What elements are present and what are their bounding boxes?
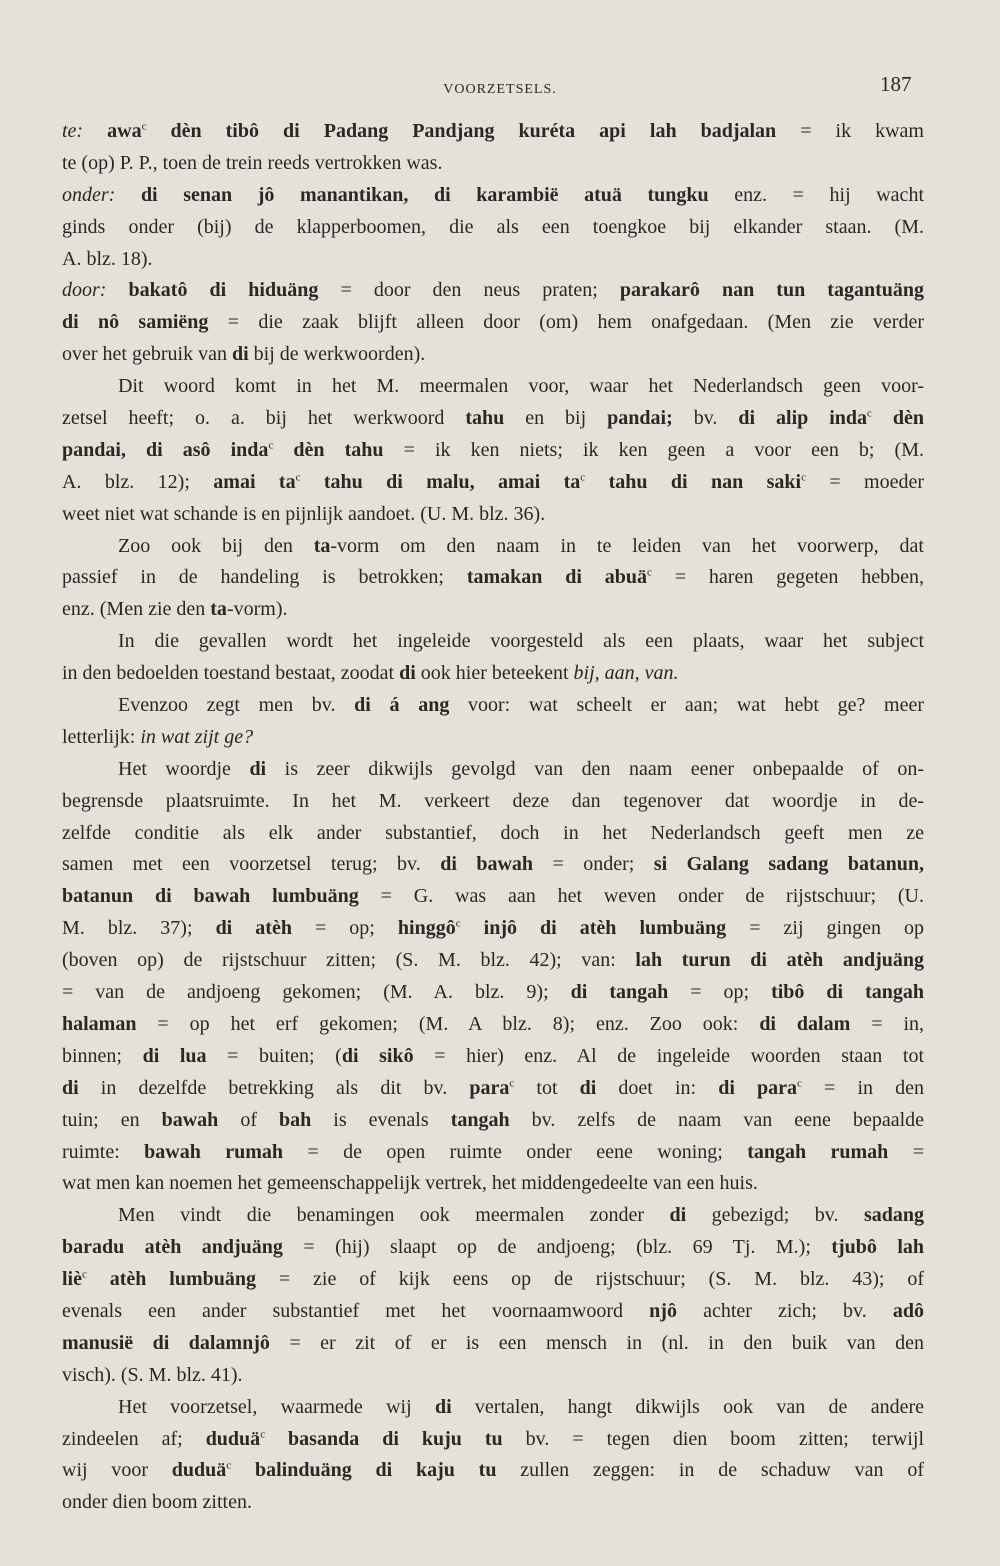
text-line — [62, 1232, 924, 1264]
text-line — [62, 945, 924, 977]
text-run: gebezigd; bv. — [686, 1204, 864, 1227]
text-run: -vorm om den naam in te leiden van het voorwerp, dat — [330, 534, 924, 557]
malay-term: di dalam — [759, 1012, 851, 1035]
superscript-c: c — [141, 120, 147, 133]
text-line — [62, 212, 924, 244]
text-run: enz. = hij wacht — [708, 183, 924, 206]
text-line — [62, 1264, 924, 1296]
text-run: = (hij) slaapt op de andjoeng; (blz. 69 Tj. M.); — [282, 1236, 832, 1259]
text-line — [62, 1041, 924, 1073]
malay-term: amai ta — [213, 470, 296, 493]
text-line — [62, 626, 924, 658]
page-header — [0, 72, 1000, 102]
text-run: enz. (Men zie den — [62, 598, 211, 621]
superscript-c: c — [226, 1459, 232, 1472]
superscript-c: c — [82, 1268, 87, 1281]
malay-term: pandai, di asô inda — [62, 438, 269, 461]
text-line — [62, 1009, 924, 1041]
text-run: = op; — [291, 917, 398, 940]
text-line — [62, 403, 924, 435]
superscript-c: c — [580, 471, 586, 484]
malay-term: di nô samiëng — [62, 311, 209, 334]
malay-term: dèn — [871, 407, 925, 430]
text-line — [62, 849, 924, 881]
text-run: = op het erf gekomen; (M. A blz. 8); enz. Zoo ook: — [136, 1012, 760, 1035]
malay-term: duduä — [171, 1459, 227, 1482]
malay-term: halaman — [62, 1012, 137, 1035]
superscript-c: c — [797, 1077, 802, 1090]
text-run: = zie of kijk eens op de rijstschuur; (S. M. blz. 43); of — [256, 1268, 924, 1291]
text-line — [62, 881, 924, 913]
malay-term: tahu — [465, 407, 505, 430]
malay-term: di tangah — [570, 981, 669, 1004]
text-run: = er zit of er is een mensch in (nl. in den buik van den — [269, 1331, 924, 1354]
body-text — [62, 116, 924, 1519]
superscript-c: c — [867, 407, 872, 420]
text-run: of — [218, 1108, 280, 1131]
text-run: (boven op) de rijstschuur zitten; (S. M. blz. 42); van: — [62, 949, 636, 972]
text-line — [62, 690, 924, 722]
superscript-c: c — [509, 1077, 515, 1090]
text-run: = hier) enz. Al de ingeleide woorden staan tot — [413, 1044, 924, 1067]
text-line — [62, 275, 924, 307]
text-run: voor: wat scheelt er aan; wat hebt ge? meer — [449, 694, 924, 717]
text-run: M. blz. 37); — [62, 917, 216, 940]
malay-term: lah turun di atèh andjuäng — [635, 949, 925, 972]
malay-term: di alip inda — [738, 407, 868, 430]
superscript-c: c — [455, 917, 461, 930]
text-line — [62, 1296, 924, 1328]
text-run: = ik kwam — [776, 120, 924, 142]
text-run: in dezelfde betrekking als dit bv. — [78, 1076, 470, 1099]
text-line — [62, 1168, 924, 1200]
text-run: = — [888, 1140, 924, 1163]
text-run: wat men kan noemen het gemeenschappelijk vertrek, het middengedeelte van een huis. — [62, 1172, 758, 1195]
text-run: Het woordje — [118, 757, 250, 780]
superscript-c: c — [647, 566, 652, 579]
italic-text: te: — [62, 120, 84, 142]
text-line — [62, 244, 924, 276]
malay-term: tamakan di abuä — [466, 566, 648, 589]
text-run: en bij — [504, 407, 608, 430]
text-line — [62, 371, 924, 403]
malay-term: tangah — [450, 1108, 510, 1131]
text-line — [62, 1105, 924, 1137]
text-run: is evenals — [311, 1108, 451, 1131]
text-run: = moeder — [805, 470, 925, 493]
text-line — [62, 339, 924, 371]
text-run: is zeer dikwijls gevolgd van den naam eener onbepaalde of on- — [266, 757, 924, 780]
page-number: 187 — [880, 72, 912, 96]
malay-term: di — [231, 343, 249, 366]
malay-term: dèn tahu — [273, 438, 384, 461]
malay-term: hinggô — [397, 917, 456, 940]
text-run: vertalen, hangt dikwijls ook van de andere — [451, 1395, 924, 1418]
text-line — [62, 1392, 924, 1424]
text-line — [62, 754, 924, 786]
text-run: bv. zelfs de naam van eene bepaalde — [509, 1108, 925, 1131]
text-run: onder dien boom zitten. — [62, 1491, 252, 1514]
text-run: = ik ken niets; ik ken geen a voor een b; (M. — [383, 438, 924, 461]
text-run: Evenzoo zegt men bv. — [118, 694, 355, 717]
malay-term: njô — [649, 1299, 677, 1322]
malay-term: di — [669, 1204, 687, 1227]
text-run: Zoo ook bij den — [118, 534, 314, 557]
malay-term: tahu di nan saki — [585, 470, 802, 493]
malay-term: baradu atèh andjuäng — [62, 1236, 283, 1259]
text-run: = door den neus praten; — [318, 279, 620, 302]
text-run: ook hier beteekent — [415, 662, 574, 685]
text-run: Men vindt die benamingen ook meermalen zonder — [118, 1204, 670, 1227]
text-line — [62, 467, 924, 499]
text-run: over het gebruik van — [62, 343, 232, 366]
malay-term: di lua — [142, 1044, 207, 1067]
malay-term: awa — [107, 120, 142, 142]
malay-term: balinduäng di kaju tu — [231, 1459, 497, 1482]
malay-term: manusië di dalamnjô — [62, 1331, 270, 1354]
text-line — [62, 562, 924, 594]
text-line — [62, 594, 924, 626]
text-line — [62, 1328, 924, 1360]
malay-term: bakatô di hiduäng — [128, 279, 319, 302]
text-run: = van de andjoeng gekomen; (M. A. blz. 9); — [62, 981, 571, 1004]
superscript-c: c — [801, 471, 806, 484]
malay-term: di para — [718, 1076, 798, 1099]
text-line — [62, 1455, 924, 1487]
malay-term: sadang — [863, 1204, 925, 1227]
text-run: achter zich; bv. — [676, 1299, 893, 1322]
text-line — [62, 499, 924, 531]
text-run: -vorm). — [226, 598, 288, 621]
text-run: zetsel heeft; o. a. bij het werkwoord — [62, 407, 466, 430]
italic-text: onder: — [62, 183, 116, 206]
malay-term: adô — [892, 1299, 924, 1322]
text-run — [83, 120, 107, 142]
malay-term: di — [579, 1076, 597, 1099]
text-run: letterlijk: — [62, 725, 141, 748]
text-run: = G. was aan het weven onder de rijstschuur; (U. — [358, 885, 924, 908]
text-run: Het voorzetsel, waarmede wij — [118, 1395, 435, 1418]
text-run: evenals een ander substantief met het voornaamwoord — [62, 1299, 650, 1322]
malay-term: duduä — [205, 1427, 261, 1450]
malay-term: batanun di bawah lumbuäng — [62, 885, 359, 908]
text-run: = buiten; ( — [206, 1044, 342, 1067]
text-line — [62, 148, 924, 180]
text-run: = die zaak blijft alleen door (om) hem onafgedaan. (Men zie verder — [208, 311, 924, 334]
text-run: A. blz. 18). — [62, 247, 153, 270]
italic-text: bij, aan, van. — [573, 662, 679, 685]
malay-term: di senan jô manantikan, di karambië atuä tungku — [140, 183, 709, 206]
italic-text: door: — [62, 279, 107, 302]
running-head: VOORZETSELS. — [443, 82, 557, 97]
malay-term: tahu di malu, amai ta — [300, 470, 581, 493]
text-line — [62, 818, 924, 850]
text-run: A. blz. 12); — [62, 470, 214, 493]
malay-term: ta — [313, 534, 331, 557]
text-line — [62, 1424, 924, 1456]
text-run: Dit woord komt in het M. meermalen voor, waar het Nederlandsch geen voor- — [118, 375, 924, 398]
text-line — [62, 1360, 924, 1392]
malay-term: ta — [210, 598, 227, 621]
malay-term: bah — [279, 1108, 312, 1131]
text-run: = de open ruimte onder eene woning; — [283, 1140, 748, 1163]
text-run: samen met een voorzetsel terug; bv. — [62, 853, 441, 876]
malay-term: di bawah — [440, 853, 534, 876]
malay-term: di — [399, 662, 416, 685]
text-run: doet in: — [596, 1076, 719, 1099]
text-run: zelfde conditie als elk ander substantief, doch in het Nederlandsch geeft men ze — [62, 821, 924, 844]
text-line — [62, 913, 924, 945]
text-line — [62, 977, 924, 1009]
malay-term: tibô di tangah — [771, 981, 924, 1004]
text-run: = in den — [801, 1076, 925, 1099]
text-run: = haren gegeten hebben, — [651, 566, 924, 589]
text-run: in den bedoelden toestand bestaat, zoodat — [62, 662, 400, 685]
malay-term: injô di atèh lumbuäng — [460, 917, 727, 940]
text-run: bv. = tegen dien boom zitten; terwijl — [502, 1427, 924, 1450]
text-line — [62, 180, 924, 212]
text-run: binnen; — [62, 1044, 143, 1067]
malay-term: di sikô — [341, 1044, 414, 1067]
malay-term: dèn tibô di Padang Pandjang kuréta api lah badjalan — [146, 120, 777, 142]
text-run: In die gevallen wordt het ingeleide voorgesteld als een plaats, waar het subject — [118, 630, 924, 653]
text-line — [62, 786, 924, 818]
malay-term: di — [434, 1395, 452, 1418]
malay-term: basanda di kuju tu — [265, 1427, 503, 1450]
text-line — [62, 722, 924, 754]
superscript-c: c — [295, 471, 301, 484]
text-run: visch). (S. M. blz. 41). — [62, 1363, 243, 1386]
text-run: bv. — [672, 407, 739, 430]
malay-term: tangah rumah — [747, 1140, 889, 1163]
malay-term: di atèh — [215, 917, 292, 940]
text-line — [62, 1200, 924, 1232]
text-line — [62, 1487, 924, 1519]
malay-term: di á ang — [354, 694, 450, 717]
text-line — [62, 1073, 924, 1105]
malay-term: parakarô nan tun tagantuäng — [619, 279, 924, 302]
malay-term: si Galang sadang batanun, — [653, 853, 924, 876]
text-run: wij voor — [62, 1459, 172, 1482]
text-line — [62, 307, 924, 339]
text-run: bij de werkwoorden). — [248, 343, 426, 366]
text-line — [62, 435, 924, 467]
text-run: tuin; en — [62, 1108, 162, 1131]
malay-term: liè — [62, 1268, 82, 1291]
text-run: = zij gingen op — [726, 917, 925, 940]
text-line — [62, 658, 924, 690]
malay-term: atèh lumbuäng — [86, 1268, 257, 1291]
superscript-c: c — [268, 439, 274, 452]
malay-term: tjubô lah — [831, 1236, 925, 1259]
text-line — [62, 1137, 924, 1169]
text-run: passief in de handeling is betrokken; — [62, 566, 467, 589]
text-run: = op; — [668, 981, 772, 1004]
text-run: ginds onder (bij) de klapperboomen, die als een toengkoe bij elkander staan. (M. — [62, 215, 924, 238]
text-run: tot — [514, 1076, 580, 1099]
text-run: = in, — [850, 1012, 924, 1035]
text-run: ruimte: — [62, 1140, 145, 1163]
text-line — [62, 531, 924, 563]
malay-term: di — [249, 757, 267, 780]
malay-term: di — [62, 1076, 79, 1099]
superscript-c: c — [260, 1427, 266, 1440]
italic-text: in wat zijt ge? — [140, 725, 254, 748]
text-run — [115, 184, 141, 206]
malay-term: bawah rumah — [144, 1140, 284, 1163]
text-run: te (op) P. P., toen de trein reeds vertrokken was. — [62, 151, 443, 174]
text-line — [62, 116, 924, 148]
text-run: zindeelen af; — [62, 1427, 206, 1450]
text-run — [106, 279, 128, 301]
text-run: zullen zeggen: in de schaduw van of — [496, 1459, 924, 1482]
malay-term: para — [469, 1076, 510, 1099]
malay-term: pandai; — [607, 407, 673, 430]
text-run: = onder; — [533, 853, 654, 876]
text-run: weet niet wat schande is en pijnlijk aandoet. (U. M. blz. 36). — [62, 502, 546, 525]
text-run: begrensde plaatsruimte. In het M. verkeert deze dan tegenover dat woordje in de- — [62, 789, 924, 812]
malay-term: bawah — [161, 1108, 219, 1131]
